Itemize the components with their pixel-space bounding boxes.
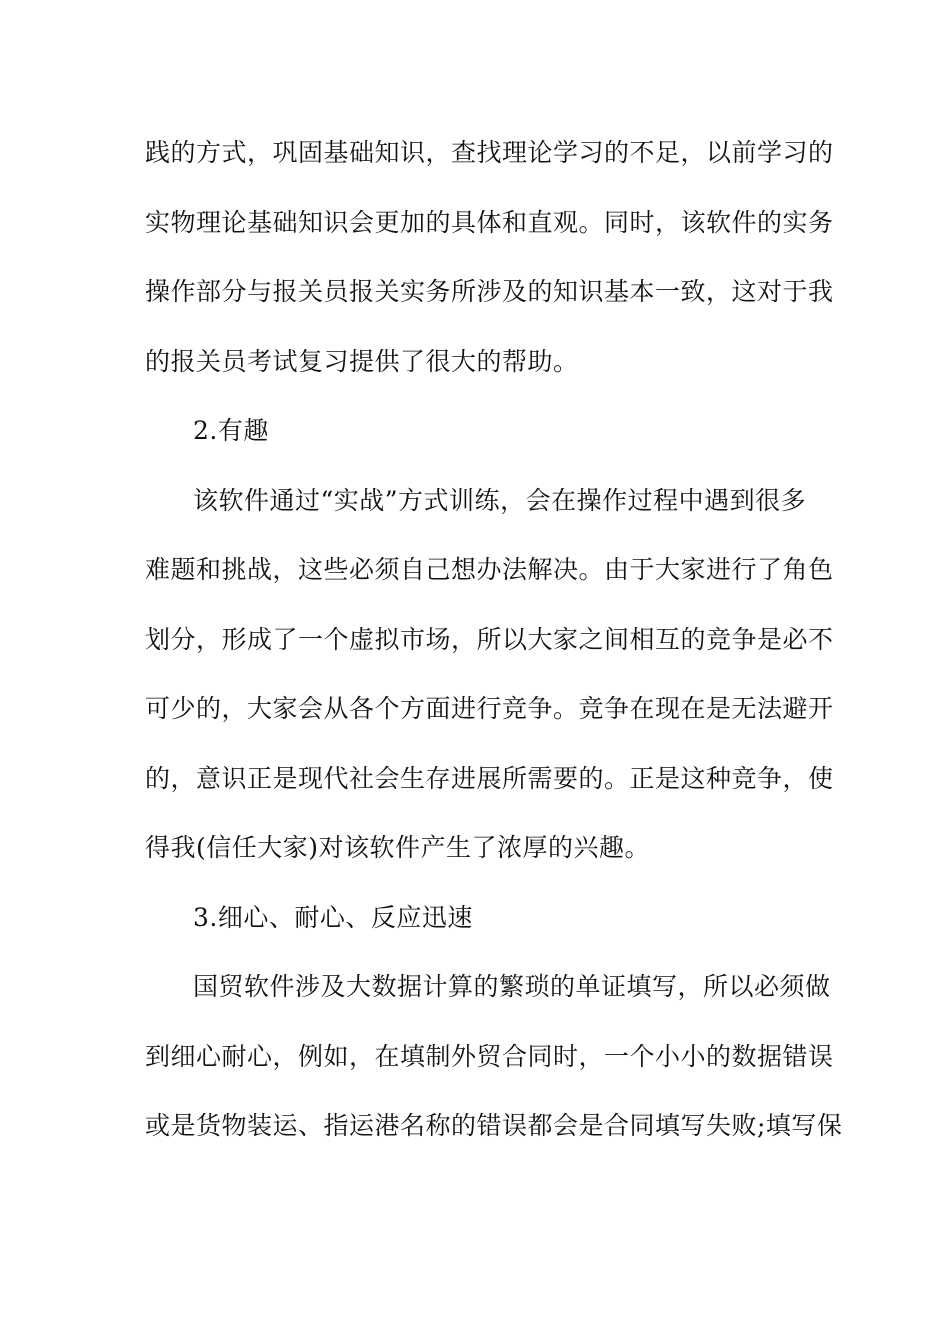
paragraph-line: 可少的，大家会从各个方面进行竞争。竞争在现在是无法避开 [145, 694, 834, 723]
paragraph-line: 的，意识正是现代社会生存进展所需要的。正是这种竞争，使 [145, 763, 834, 793]
paragraph-line: 的报关员考试复习提供了很大的帮助。 [145, 346, 579, 376]
paragraph-line: 实物理论基础知识会更加的具体和直观。同时，该软件的实务 [145, 207, 834, 237]
paragraph-line: 践的方式，巩固基础知识，查找理论学习的不足，以前学习的 [145, 138, 834, 167]
paragraph-line: 得我(信任大家)对该软件产生了浓厚的兴趣。 [145, 833, 651, 862]
paragraph-line: 操作部分与报关员报关实务所涉及的知识基本一致，这对于我 [145, 277, 834, 306]
section-heading-3: 3.细心、耐心、反应迅速 [193, 902, 473, 932]
section-heading-2: 2.有趣 [193, 416, 269, 445]
document-body [145, 126, 843, 1169]
paragraph-line: 难题和挑战，这些必须自己想办法解决。由于大家进行了角色 [145, 555, 834, 584]
paragraph-line: 到细心耐心，例如，在填制外贸合同时，一个小小的数据错误 [145, 1041, 834, 1071]
paragraph-line: 国贸软件涉及大数据计算的繁琐的单证填写，所以必须做 [193, 972, 831, 1001]
paragraph-line: 该软件通过“实战”方式训练，会在操作过程中遇到很多 [193, 485, 807, 515]
paragraph-line: 或是货物装运、指运港名称的错误都会是合同填写失败;填写保 [145, 1111, 843, 1140]
paragraph-line: 划分，形成了一个虚拟市场，所以大家之间相互的竞争是必不 [145, 624, 834, 654]
